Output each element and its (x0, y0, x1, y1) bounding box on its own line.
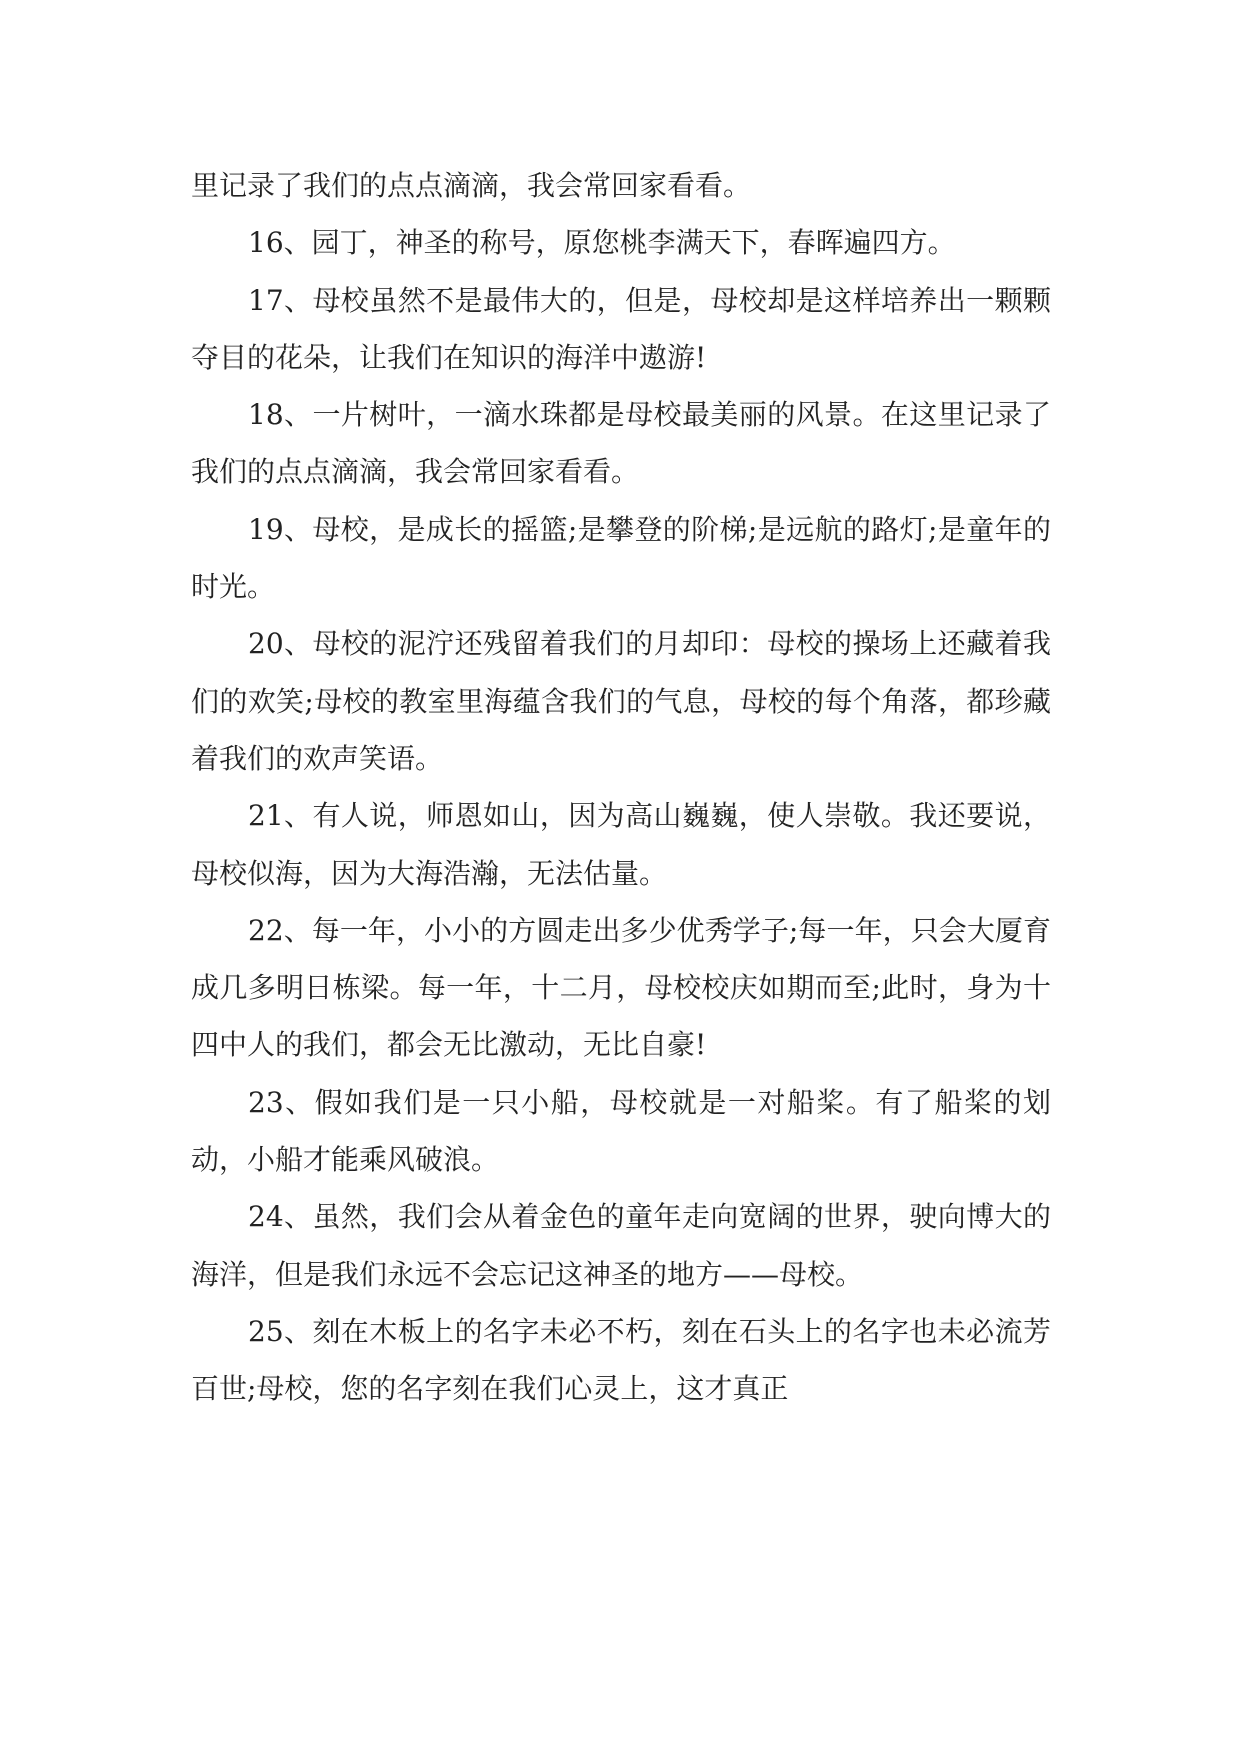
paragraph-16: 16、园丁，神圣的称号，原您桃李满天下，春晖遍四方。 (248, 226, 956, 260)
paragraph-24: 24、虽然，我们会从着金色的童年走向宽阔的世界，驶向博大的海洋，但是我们永远不会忘记这神圣的地方——母校。 (191, 1200, 1051, 1291)
paragraph-22: 22、每一年，小小的方圆走出多少优秀学子;每一年，只会大厦育成几多明日栋梁。每一年，十二月，母校校庆如期而至;此时，身为十四中人的我们，都会无比激动，无比自豪! (191, 913, 1051, 1062)
paragraph-18: 18、一片树叶，一滴水珠都是母校最美丽的风景。在这里记录了我们的点点滴滴，我会常回家看看。 (191, 398, 1051, 489)
paragraph-23: 23、假如我们是一只小船，母校就是一对船桨。有了船桨的划动，小船才能乘风破浪。 (191, 1085, 1051, 1177)
document-page (191, 157, 1051, 1418)
paragraph-20: 20、母校的泥泞还残留着我们的月却印：母校的操场上还藏着我们的欢笑;母校的教室里海蕴含我们的气息，母校的每个角落，都珍藏着我们的欢声笑语。 (191, 627, 1051, 775)
paragraph-25: 25、刻在木板上的名字未必不朽，刻在石头上的名字也未必流芳百世;母校，您的名字刻在我们心灵上，这才真正 (191, 1314, 1051, 1406)
paragraph-21: 21、有人说，师恩如山，因为高山巍巍，使人崇敬。我还要说，母校似海，因为大海浩瀚，无法估量。 (191, 799, 1051, 890)
paragraph-continuation: 里记录了我们的点点滴滴，我会常回家看看。 (191, 169, 752, 202)
paragraph-17: 17、母校虽然不是最伟大的，但是，母校却是这样培养出一颗颗夺目的花朵，让我们在知识的海洋中遨游! (191, 283, 1051, 374)
paragraph-19: 19、母校，是成长的摇篮;是攀登的阶梯;是远航的路灯;是童年的时光。 (191, 512, 1051, 604)
